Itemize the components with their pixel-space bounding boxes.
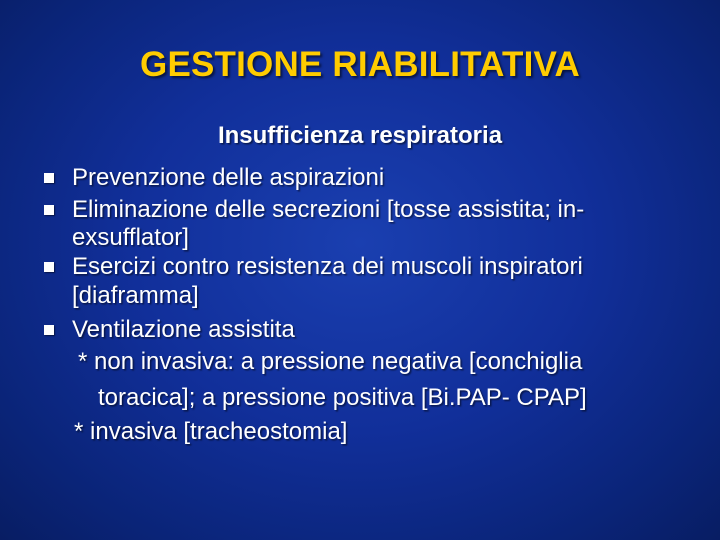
sub-item: * invasiva [tracheostomia] (74, 418, 348, 445)
slide-title: GESTIONE RIABILITATIVA (140, 45, 580, 84)
bullet-text: Prevenzione delle aspirazioni (72, 164, 385, 191)
sub-item: * non invasiva: a pressione negativa [conchiglia (78, 348, 583, 375)
square-bullet-icon (44, 325, 54, 335)
bullet-text: Eliminazione delle secrezioni [tosse assistita; in- (72, 196, 585, 223)
bullet-text: Ventilazione assistita (72, 316, 295, 343)
bullet-text: Esercizi contro resistenza dei muscoli inspiratori (72, 253, 583, 280)
sub-item-continuation: toracica]; a pressione positiva [Bi.PAP- CPAP] (98, 384, 587, 411)
bullet-text-continuation: [diaframma] (72, 282, 199, 309)
square-bullet-icon (44, 173, 54, 183)
square-bullet-icon (44, 205, 54, 215)
bullet-text-continuation: exsufflator] (72, 224, 189, 251)
slide-subtitle: Insufficienza respiratoria (217, 122, 503, 149)
square-bullet-icon (44, 262, 54, 272)
